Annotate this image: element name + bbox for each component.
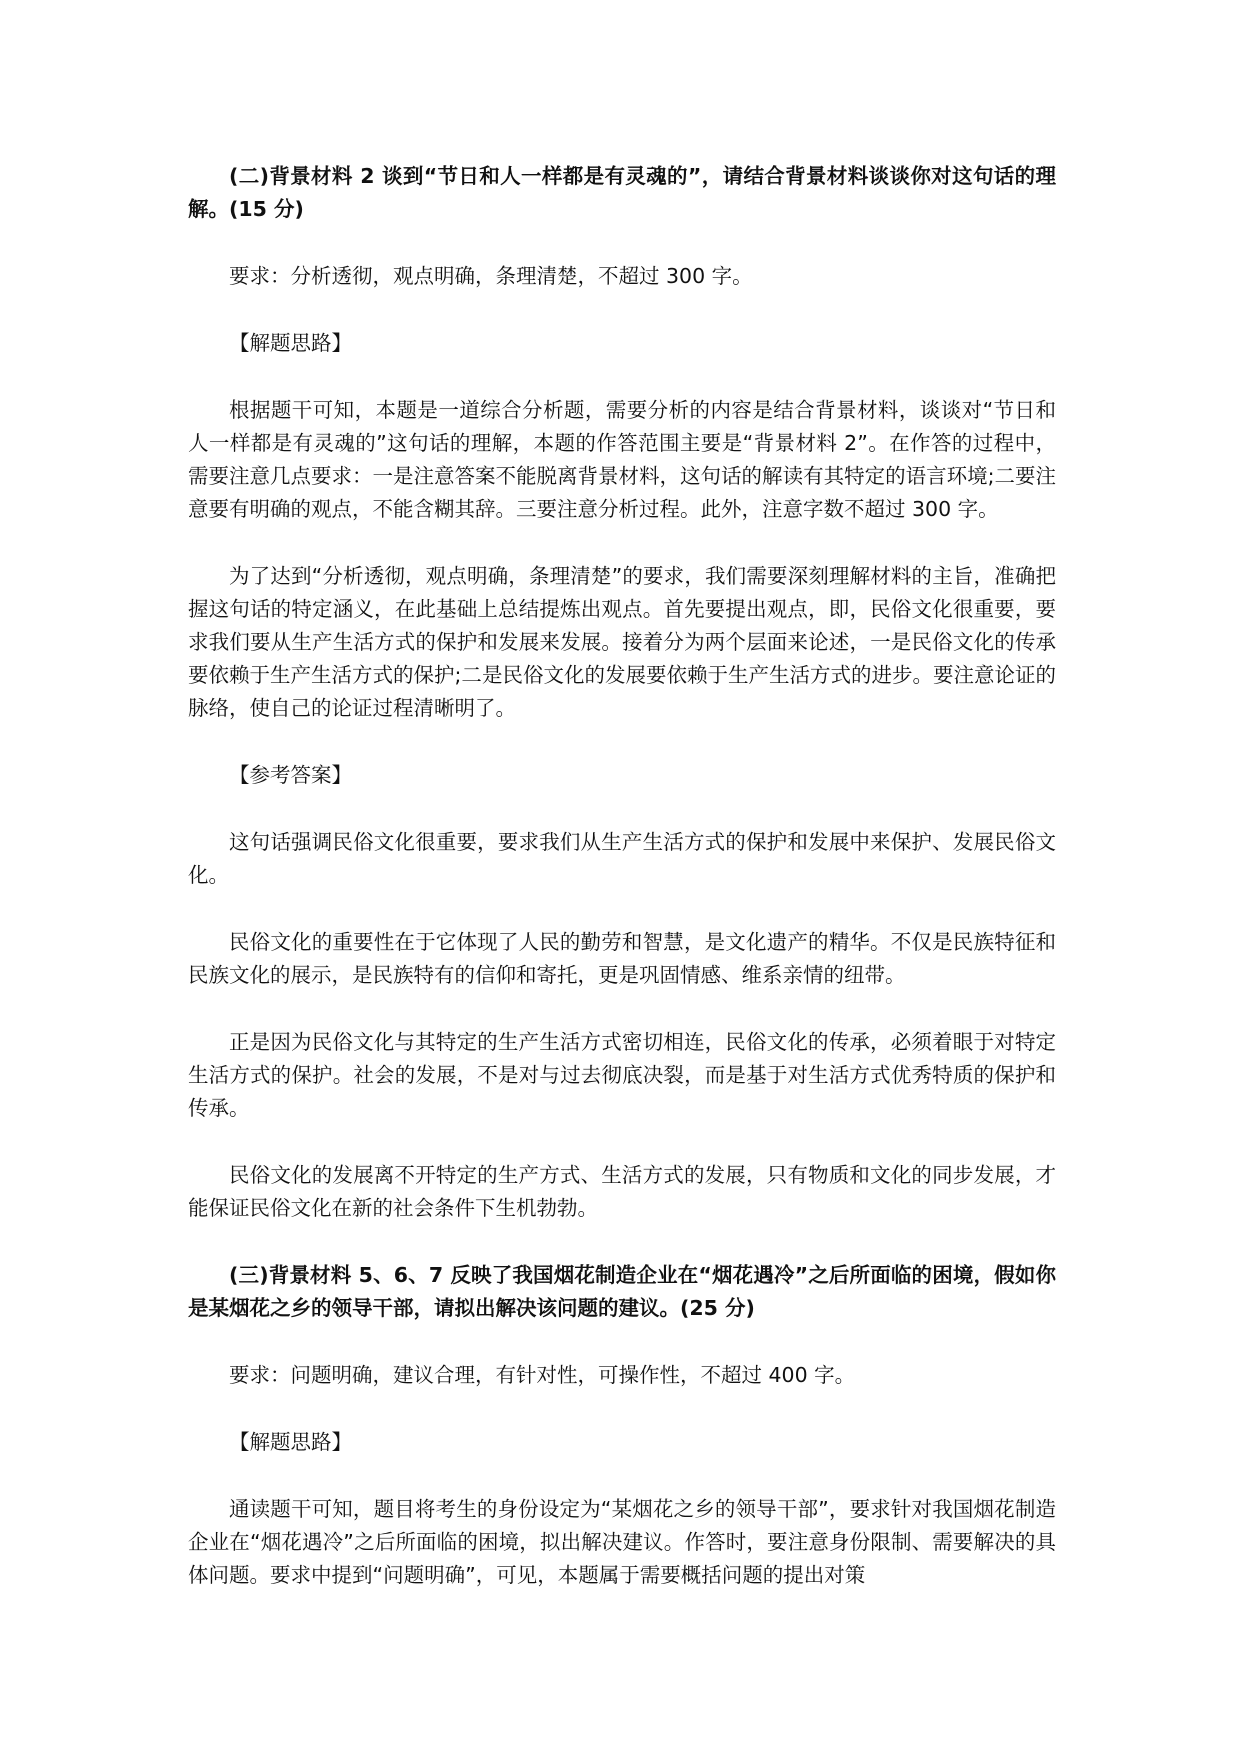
- answer-paragraph: 这句话强调民俗文化很重要，要求我们从生产生活方式的保护和发展中来保护、发展民俗文化。: [188, 830, 1056, 887]
- document-page: [188, 160, 1056, 1626]
- answer-paragraph: 民俗文化的发展离不开特定的生产方式、生活方式的发展，只有物质和文化的同步发展，才能保证民俗文化在新的社会条件下生机勃勃。: [188, 1163, 1056, 1220]
- question-2-heading: (二)背景材料 2 谈到“节日和人一样都是有灵魂的”，请结合背景材料谈谈你对这句话的理解。(15 分): [188, 164, 1056, 221]
- question-2-requirement: 要求：分析透彻，观点明确，条理清楚，不超过 300 字。: [229, 264, 753, 288]
- answer-paragraph: 民俗文化的重要性在于它体现了人民的勤劳和智慧，是文化遗产的精华。不仅是民族特征和民族文化的展示，是民族特有的信仰和寄托，更是巩固情感、维系亲情的纽带。: [188, 930, 1056, 987]
- reference-answer-label: 【参考答案】: [229, 763, 352, 787]
- answer-paragraph: 正是因为民俗文化与其特定的生产生活方式密切相连，民俗文化的传承，必须着眼于对特定生活方式的保护。社会的发展，不是对与过去彻底决裂，而是基于对生活方式优秀特质的保护和传承。: [188, 1030, 1056, 1120]
- solution-paragraph: 根据题干可知，本题是一道综合分析题，需要分析的内容是结合背景材料，谈谈对“节日和人一样都是有灵魂的”这句话的理解，本题的作答范围主要是“背景材料 2”。在作答的过程中，需要注意几点要求：一是注意答案不能脱离背景材料，这句话的解读有其特定的语言环境;二要注意要有明确的观点，不能含糊其辞。三要注意分析过程。此外，注意字数不超过 300 字。: [188, 398, 1056, 521]
- solution-approach-label: 【解题思路】: [229, 331, 352, 355]
- solution-approach-label: 【解题思路】: [229, 1430, 352, 1454]
- solution-paragraph: 通读题干可知，题目将考生的身份设定为“某烟花之乡的领导干部”，要求针对我国烟花制造企业在“烟花遇冷”之后所面临的困境，拟出解决建议。作答时，要注意身份限制、需要解决的具体问题。要求中提到“问题明确”，可见，本题属于需要概括问题的提出对策: [188, 1497, 1056, 1587]
- solution-paragraph: 为了达到“分析透彻，观点明确，条理清楚”的要求，我们需要深刻理解材料的主旨，准确把握这句话的特定涵义，在此基础上总结提炼出观点。首先要提出观点，即，民俗文化很重要，要求我们要从生产生活方式的保护和发展来发展。接着分为两个层面来论述，一是民俗文化的传承要依赖于生产生活方式的保护;二是民俗文化的发展要依赖于生产生活方式的进步。要注意论证的脉络，使自己的论证过程清晰明了。: [188, 564, 1056, 720]
- question-3-requirement: 要求：问题明确，建议合理，有针对性，可操作性，不超过 400 字。: [229, 1363, 856, 1387]
- question-3-heading: (三)背景材料 5、6、7 反映了我国烟花制造企业在“烟花遇冷”之后所面临的困境，假如你是某烟花之乡的领导干部，请拟出解决该问题的建议。(25 分): [188, 1263, 1056, 1320]
